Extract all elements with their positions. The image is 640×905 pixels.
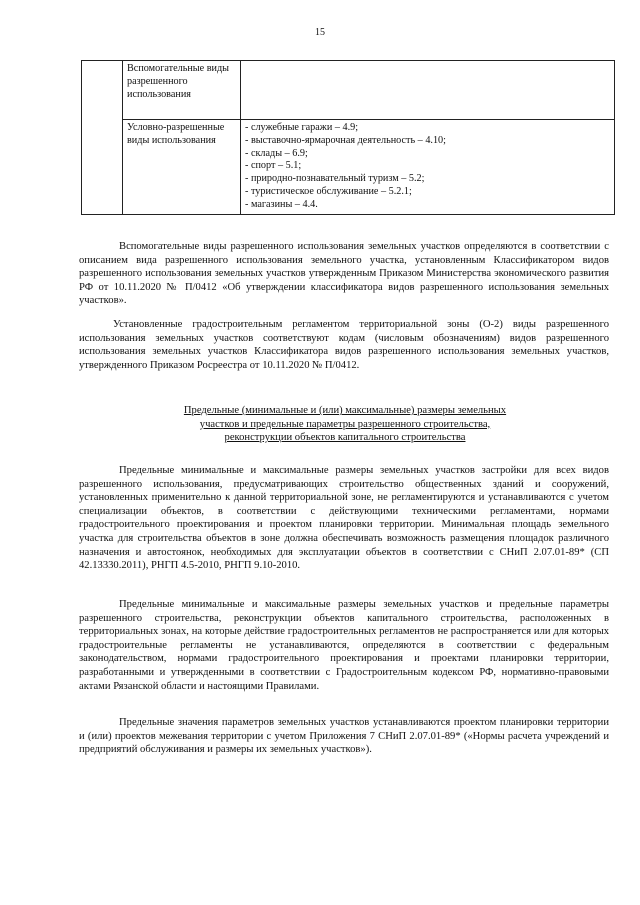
paragraph-auxiliary-uses: Вспомогательные виды разрешенного использования земельных участков определяются в соответствии с описанием вида разрешенного использования земельного участка, установленным Классификатором видов разрешенного использования земельных участков утвержденным Приказом Министерства экономического развития РФ от 10.11.2020 № П/0412 «Об утверждении классификатора видов разрешенного использования земельных участков». xyxy=(79,241,609,307)
use-list-cell xyxy=(241,61,615,120)
paragraph-unregulated-zones: Предельные минимальные и максимальные размеры земельных участков и предельные параметры разрешенного строительства, реконструкции объектов капитального строительства, расположенных в территориальных зонах, на которые действие градостроительных регламентов не распространяется или для которых градостроительные регламенты не устанавливаются, определяются в соответствии с федеральным законодательством, нормами градостроительного проектирования и проектами планировки территории, разработанными и утвержденными в соответствии с Градостроительным кодексом РФ, нормативно-правовыми актами Рязанской области и настоящими Правилами. xyxy=(79,599,609,692)
heading-line: реконструкции объектов капитального строительства xyxy=(224,432,466,444)
list-item: - магазины – 4.4. xyxy=(245,198,318,210)
list-item: - природно-познавательный туризм – 5.2; xyxy=(245,173,425,185)
list-item: - выставочно-ярмарочная деятельность – 4.10; xyxy=(245,134,446,146)
list-item: - склады – 6.9; xyxy=(245,147,308,159)
paragraph-classifier-codes: Установленные градостроительным регламентом территориальной зоны (О-2) виды разрешенного использования земельных участков соответствуют кодам (числовым обозначениям) видов разрешенного использования земельных участков Классификатора видов разрешенного использования земельных участков, утвержденного Приказом Росреестра от 10.11.2020 № П/0412. xyxy=(79,319,609,371)
table-blank-cell xyxy=(82,61,123,215)
use-type-cell: Условно-разрешенные виды использования xyxy=(123,120,241,215)
page-number: 15 xyxy=(315,27,325,38)
list-item: - спорт – 5.1; xyxy=(245,160,302,172)
paragraph-min-max-sizes: Предельные минимальные и максимальные размеры земельных участков застройки для всех видов разрешенного использования, предусматривающих строительство общественных зданий и сооружений, установленных применительно к данной территориальной зоне, не регламентируются и устанавливаются с учетом специализации объектов, в соответствии с действующими техническими регламентами, нормами градостроительного проектирования и проектом планировки территории. Минимальная площадь земельного участка для строительства объектов в зоне должна обеспечивать возможность размещения площадок различного назначения и автостоянок, необходимых для эксплуатации объектов в соответствии с СНиП 2.07.01-89* (СП 42.13330.2011), РНГП 4.5-2010, РНГП 9.10-2010. xyxy=(79,465,609,572)
use-list xyxy=(245,122,610,212)
heading-line: участков и предельные параметры разрешенного строительства, xyxy=(199,418,491,430)
use-list-cell xyxy=(241,120,615,215)
list-item: - служебные гаражи – 4.9; xyxy=(245,122,359,133)
use-type-cell: Вспомогательные виды разрешенного использования xyxy=(123,61,241,120)
section-heading xyxy=(100,404,590,445)
list-item: - туристическое обслуживание – 5.2.1; xyxy=(245,185,412,197)
table-row xyxy=(82,120,615,215)
paragraph-parameter-limits: Предельные значения параметров земельных участков устанавливаются проектом планировки территории и (или) проектов межевания территории с учетом Приложения 7 СНиП 2.07.01-89* («Нормы расчета учреждений и предприятий обслуживания и размеры их земельных участков»). xyxy=(79,717,609,756)
heading-line: Предельные (минимальные и (или) максимальные) размеры земельных xyxy=(183,405,507,416)
table-row xyxy=(82,61,615,120)
permitted-use-table xyxy=(81,60,615,215)
